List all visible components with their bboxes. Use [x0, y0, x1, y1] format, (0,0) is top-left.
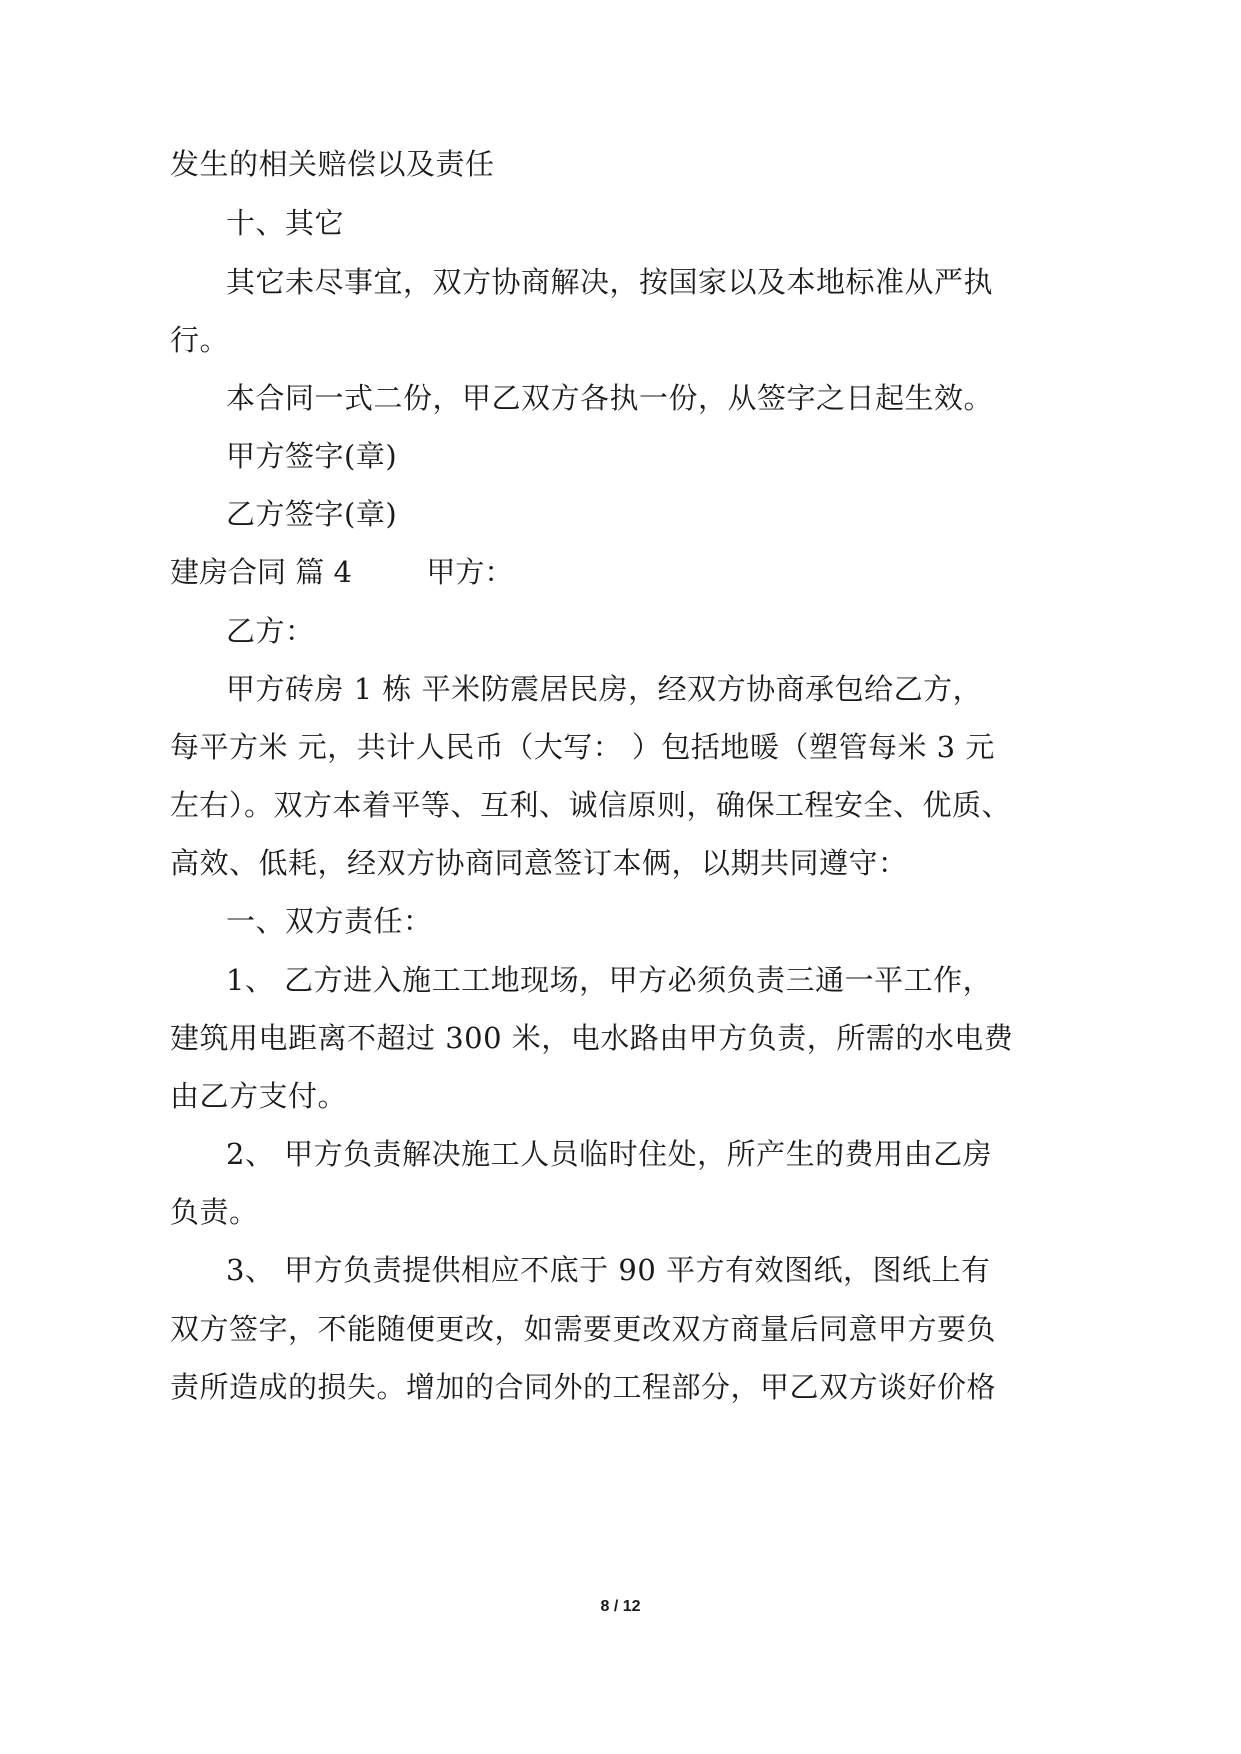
section-part: 篇 4: [295, 555, 352, 589]
section-heading: [170, 552, 513, 592]
text-line: 2、 甲方负责解决施工人员临时住处，所产生的费用由乙房: [226, 1137, 993, 1171]
text-line: 双方签字，不能随便更改，如需要更改双方商量后同意甲方要负: [170, 1312, 997, 1346]
text-line: 其它未尽事宜，双方协商解决，按国家以及本地标准从严执: [226, 265, 994, 299]
text-line: 建筑用电距离不超过 300 米，电水路由甲方负责，所需的水电费: [170, 1021, 1014, 1055]
text-line: 高效、低耗，经双方协商同意签订本俩，以期共同遵守：: [170, 846, 908, 880]
text-line: 行。: [170, 323, 230, 357]
text-line: 甲方砖房 1 栋 平米防震居民房，经双方协商承包给乙方，: [226, 672, 983, 706]
text-line: 责所造成的损失。增加的合同外的工程部分，甲乙双方谈好价格: [170, 1370, 997, 1404]
text-line: 乙方签字(章): [226, 497, 398, 531]
text-line: 3、 甲方负责提供相应不底于 90 平方有效图纸，图纸上有: [226, 1253, 991, 1287]
text-line: 一、双方责任：: [226, 904, 433, 938]
text-line: 负责。: [170, 1195, 259, 1229]
text-line: 每平方米 元，共计人民币（大写： ）包括地暖（塑管每米 3 元: [170, 730, 995, 764]
text-line: 1、 乙方进入施工工地现场，甲方必须负责三通一平工作，: [226, 963, 993, 997]
section-title: 建房合同: [170, 555, 287, 589]
page-number: 8 / 12: [600, 1598, 641, 1615]
text-line: 乙方：: [226, 614, 315, 648]
text-line: 发生的相关赔偿以及责任: [170, 147, 495, 181]
text-line: 本合同一式二份，甲乙双方各执一份，从签字之日起生效。: [226, 381, 994, 415]
text-line: 左右）。双方本着平等、互利、诚信原则，确保工程安全、优质、: [170, 788, 1012, 822]
party-a-label: 甲方：: [426, 555, 514, 589]
text-line: 甲方签字(章): [226, 439, 398, 473]
text-line: 十、其它: [226, 206, 345, 240]
text-line: 由乙方支付。: [170, 1079, 348, 1113]
